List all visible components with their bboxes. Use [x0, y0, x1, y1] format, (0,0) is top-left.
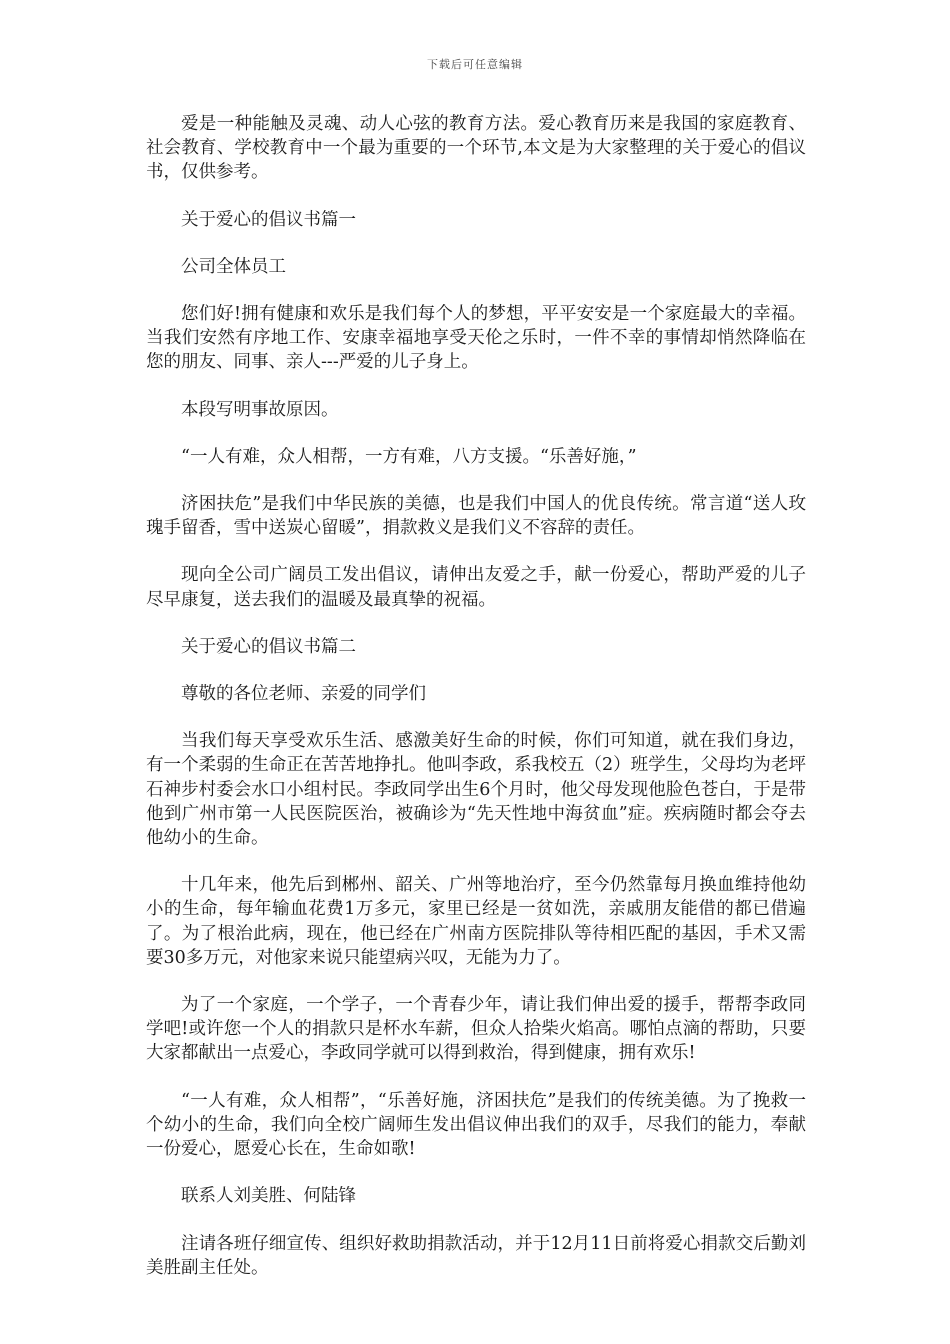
- section-title-2: 关于爱心的倡议书篇二: [181, 636, 356, 657]
- body-paragraph: 十几年来，他先后到郴州、韶关、广州等地治疗，至今仍然靠每月换血维持他幼小的生命，每年输血花费1万多元，家里已经是一贫如洗，亲戚朋友能借的都已借遍了。为了根治此病，现在，他已经在广州南方医院排队等待相匹配的基因，手术又需要30多万元，对他家来说只能望病兴叹，无能为力了。: [146, 875, 806, 968]
- page-header: 下载后可任意编辑: [427, 58, 523, 71]
- body-paragraph: 济困扶危”是我们中华民族的美德，也是我们中国人的优良传统。常言道“送人玫瑰手留香，雪中送炭心留暖”，捐款救义是我们义不容辞的责任。: [146, 494, 806, 539]
- section-title-1: 关于爱心的倡议书篇一: [181, 209, 356, 230]
- document-body: [146, 112, 806, 1303]
- body-paragraph: 现向全公司广阔员工发出倡议，请伸出友爱之手，献一份爱心，帮助严爱的儿子尽早康复，送去我们的温暖及最真挚的祝福。: [146, 565, 806, 610]
- contact-line: 联系人刘美胜、何陆锋: [181, 1186, 356, 1207]
- body-paragraph: 为了一个家庭，一个学子，一个青春少年，请让我们伸出爱的援手，帮帮李政同学吧!或许您一个人的捐款只是杯水车薪，但众人拾柴火焰高。哪怕点滴的帮助，只要大家都献出一点爱心，李政同学就可以得到救治，得到健康，拥有欢乐!: [146, 995, 806, 1064]
- body-paragraph: 当我们每天享受欢乐生活、感激美好生命的时候，你们可知道，就在我们身边，有一个柔弱的生命正在苦苦地挣扎。他叫李政，系我校五（2）班学生，父母均为老坪石神步村委会水口小组村民。李政同学出生6个月时，他父母发现他脸色苍白，于是带他到广州市第一人民医院医治，被确诊为“先天性地中海贫血”症。疾病随时都会夺去他幼小的生命。: [146, 731, 806, 849]
- note-paragraph: 注请各班仔细宣传、组织好救助捐款活动，并于12月11日前将爱心捐款交后勤刘美胜副主任处。: [146, 1233, 806, 1278]
- salutation-1: 公司全体员工: [181, 256, 286, 277]
- body-paragraph: 您们好!拥有健康和欢乐是我们每个人的梦想，平平安安是一个家庭最大的幸福。当我们安然有序地工作、安康幸福地享受天伦之乐时，一件不幸的事情却悄然降临在您的朋友、同事、亲人---严爱的儿子身上。: [146, 304, 806, 373]
- body-paragraph: 本段写明事故原因。: [181, 399, 339, 420]
- body-paragraph: “一人有难，众人相帮”，“乐善好施，济困扶危”是我们的传统美德。为了挽救一个幼小的生命，我们向全校广阔师生发出倡议伸出我们的双手，尽我们的能力，奉献一份爱心，愿爱心长在，生命如歌!: [146, 1090, 806, 1160]
- intro-paragraph: 爱是一种能触及灵魂、动人心弦的教育方法。爱心教育历来是我国的家庭教育、社会教育、学校教育中一个最为重要的一个环节,本文是为大家整理的关于爱心的倡议书，仅供参考。: [146, 114, 806, 183]
- body-paragraph: “一人有难，众人相帮，一方有难，八方支援。“乐善好施，”: [181, 446, 637, 467]
- salutation-2: 尊敬的各位老师、亲爱的同学们: [181, 684, 426, 705]
